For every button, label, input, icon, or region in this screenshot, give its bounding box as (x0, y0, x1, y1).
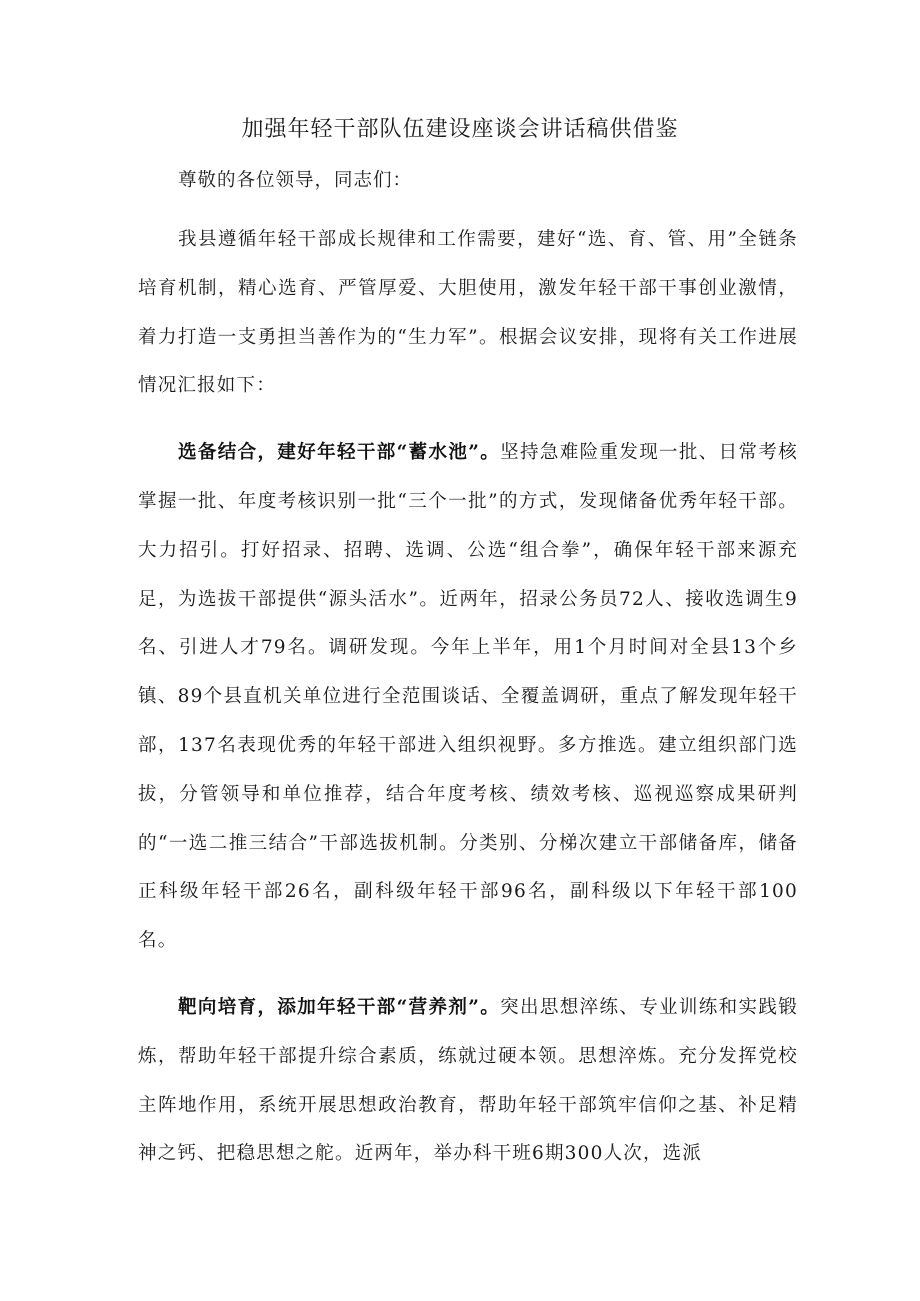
paragraph-body: 我县遵循年轻干部成长规律和工作需要，建好“选、育、管、用”全链条培育机制，精心选育、严管厚爱、大胆使用，激发年轻干部干事创业激情，着力打造一支勇担当善作为的“生力军”。根据会议安排，现将有关工作进展情况汇报如下： (138, 229, 798, 397)
paragraph-body: 坚持急难险重发现一批、日常考核掌握一批、年度考核识别一批“三个一批”的方式，发现储备优秀年轻干部。大力招引。打好招录、招聘、选调、公选“组合拳”，确保年轻干部来源充足，为选拔干部提供“源头活水”。近两年，招录公务员72人、接收选调生9名、引进人才79名。调研发现。今年上半年，用1个月时间对全县13个乡镇、89个县直机关单位进行全范围谈话、全覆盖调研，重点了解发现年轻干部，137名表现优秀的年轻干部进入组织视野。多方推选。建立组织部门选拔，分管领导和单位推荐，结合年度考核、绩效考核、巡视巡察成果研判的“一选二推三结合”干部选拔机制。分类别、分梯次建立干部储备库，储备正科级年轻干部26名，副科级年轻干部96名，副科级以下年轻干部100名。 (138, 442, 798, 952)
paragraph-intro (138, 216, 798, 411)
paragraph-section-1 (138, 429, 798, 966)
document-title: 加强年轻干部队伍建设座谈会讲话稿供借鉴 (241, 117, 679, 142)
salutation: 尊敬的各位领导，同志们： (178, 170, 413, 191)
section-heading: 选备结合，建好年轻干部“蓄水池”。 (178, 442, 501, 464)
section-heading: 靶向培育，添加年轻干部“营养剂”。 (178, 996, 501, 1018)
document-page (138, 0, 798, 1179)
paragraph-body: 突出思想淬练、专业训练和实践锻炼，帮助年轻干部提升综合素质，练就过硬本领。思想淬炼。充分发挥党校主阵地作用，系统开展思想政治教育，帮助年轻干部筑牢信仰之基、补足精神之钙、把稳思想之舵。近两年，举办科干班6期300人次，选派 (138, 996, 798, 1165)
paragraph-section-2 (138, 984, 798, 1179)
